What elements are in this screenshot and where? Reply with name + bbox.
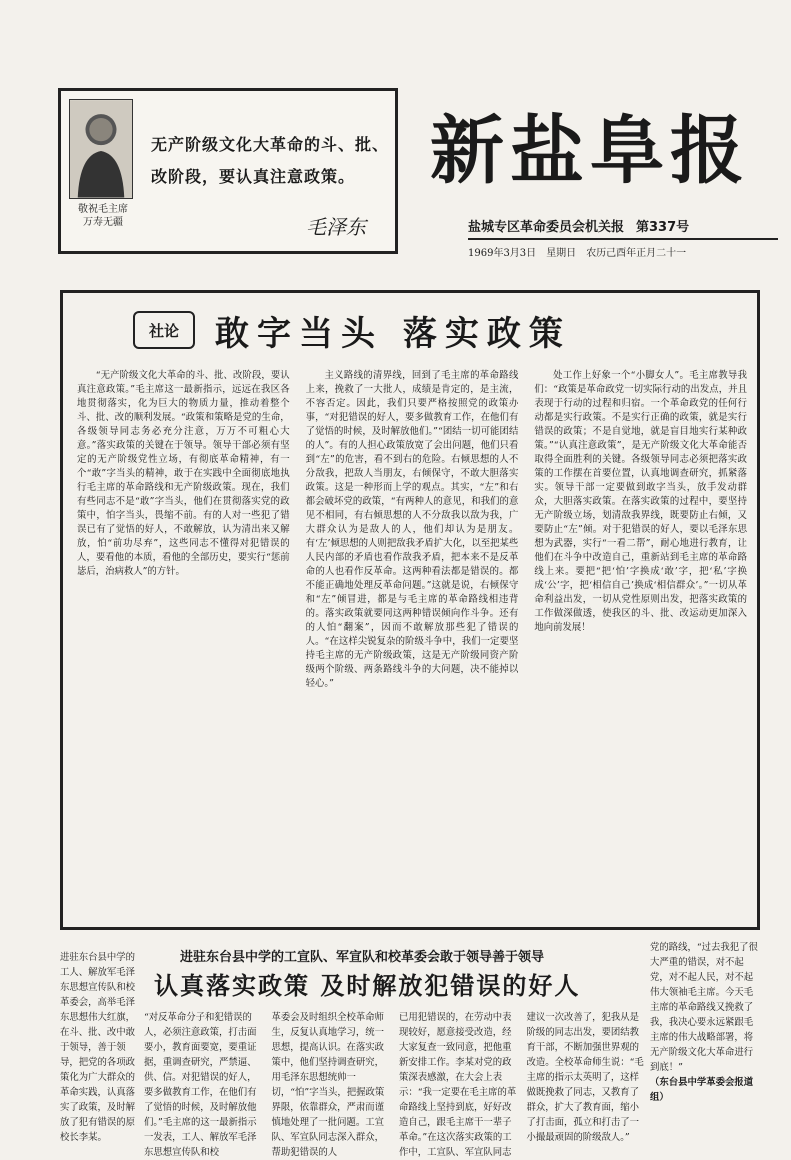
article-kicker: 进驻东台县中学的工宣队、军宣队和校革委会敢于领导善于领导	[180, 950, 545, 965]
editorial-title: 敢字当头 落实政策	[215, 313, 571, 354]
portrait-caption-line1: 敬祝毛主席	[78, 204, 128, 215]
article-column-2: 革委会及时组织全校革命师生，反复认真地学习，统一思想，提高认识。在落实政策中，他们坚持调查研究，用毛泽东思想统帅一切，“怕”字当头，把握政策界限，依靠群众，严肃而谨慎地处理了一批问题。工宣队、军宣队同志深入群众，帮助犯错误的人	[271, 1012, 385, 1158]
editorial	[60, 290, 760, 930]
editorial-column-3: 处工作上好象一个“小脚女人”。毛主席教导我们：“政策是革命政党一切实际行动的出发点，并且表现于行动的过程和归宿。一个革命政党的任何行动都是实行政策。不是实行正确的政策，就是实行错误的政策；不是自觉地，就是盲目地实行某种政策。”“认真注意政策”，是无产阶级文化大革命能否取得全面胜利的关键。各级领导同志必须把落实政策的工作摆在首要位置，认真地调查研究，抓紧落实。领导干部一定要做到敢字当头，放手发动群众，大胆落实政策。在落实政策的过程中，要坚持无产阶级立场，划清敌我界线，既要防止右倾，又要防止“左”倾。对于犯错误的好人，要以毛泽东思想为武器，实行“一看二帮”，耐心地进行教育，让他们在斗争中改造自己，重新站到毛主席的革命路线上来。要把“把‘怕’字换成‘敢’字，把‘私’字换成‘公’字，把‘相信自己’换成‘相信群众’。”一切从革命利益出发，一切从党性原则出发，把落实政策的工作做深做透，使我区的斗、批、改运动更加深入地向前发展！	[534, 370, 747, 633]
editorial-column-2: 主义路线的清界线，回到了毛主席的革命路线上来，挽救了一大批人，成绩是肯定的，是主流，不容否定。因此，我们只要严格按照党的政策办事，“对犯错误的好人，要多做教育工作，在他们有了觉悟的时候，及时解放他们。”“团结一切可能团结的人”。有的人担心政策放宽了会出问题，他们只看到“左”的危害，看不到右的危险。右倾思想的人不分敌我，把敌人当朋友，右倾保守，不敢大胆落实政策。这是一种形而上学的观点。其实，“左”和右都会破坏党的政策，“有两种人的意见，和我们的意见不相同，有右倾思想的人不分敌我以敌为我，广大群众认为是敌人的人，他们却认为是朋友。有‘左’倾思想的人则把敌我矛盾扩大化，以至把某些人民内部的矛盾也看作敌我矛盾，把本来不是反革命的人也看作反革命。这两种看法都是错误的。都不能正确地处理反革命问题。”这就是说，右倾保守和“左”倾冒进，都是与毛主席的革命路线相违背的。落实政策就要同这两种错误倾向作斗争。还有的人怕“翻案”，因而不敢解放那些犯了错误的人。“在这样尖锐复杂的阶级斗争中，我们一定要坚持毛主席的无产阶级政策，这是无产阶级同资产阶级两个阶级、两条路线斗争的大问题，决不能掉以轻心。”	[305, 370, 519, 689]
editorial-column-1: “无产阶级文化大革命的斗、批、改阶段，要认真注意政策。”毛主席这一最新指示，远远在我区各地贯彻落实，化为巨大的物质力量，推动着整个斗、批、改的顺利发展。“政策和策略是党的生命，各级领导同志务必充分注意，万万不可粗心大意。”落实政策的关键在于领导。领导干部必须有坚定的无产阶级党性立场，有彻底革命精神，有一个“敢”字当头的精神，敢于在实践中全面彻底地执行毛主席的革命路线和无产阶级政策。现在，我们有些同志不是“敢”字当头，他们在贯彻落实党的政策中，怕字当头，畏缩不前。有的人对一些犯了错误已有了觉悟的好人，不敢解放，认为清出来又解放，怕“前功尽弃”，这些同志不懂得对犯错误的人，要看他的本质，看他的全部历史，要实行“惩前毖后，治病救人”的方针。	[77, 370, 290, 577]
editorial-tag: 社论	[133, 311, 195, 349]
article-lead-column: 进驻东台县中学的工人、解放军毛泽东思想宣传队和校革委会，高举毛泽东思想伟大红旗，在斗、批、改中敢于领导，善于领导，把党的各项政策化为广大群众的革命实践，认真落实了政策，及时解放了犯有错误的原校长李某。	[60, 952, 136, 1143]
editorial-body	[77, 369, 747, 924]
publisher: 盐城专区革命委员会机关报	[468, 220, 625, 235]
publication-line	[468, 216, 689, 235]
lunar-date: 农历己酉年正月二十一	[586, 248, 687, 259]
newspaper-title: 新盐阜报	[430, 108, 750, 194]
article-column-4: 建议一次改善了，犯我从是阶级的同志出发，要团结教育干部，不断加强世界观的改造。全校革命师生说：“毛主席的指示太英明了，这样做既挽救了同志，又教育了群众，扩大了教育面，缩小了打击面，孤立和打击了一小撮最顽固的阶级敌人。”	[526, 1012, 644, 1143]
portrait-icon	[70, 100, 132, 198]
signature: 毛泽东	[306, 215, 366, 239]
article-column-1: “对反革命分子和犯错误的人，必须注意政策，打击面要小，教育面要宽，要重证据，重调查研究，严禁逼、供、信。对犯错误的好人，要多做教育工作，在他们有了觉悟的时候，及时解放他们。”毛主席的这一最新指示一发表，工人、解放军毛泽东思想宣传队和校	[144, 1012, 257, 1158]
article-column-3: 已用犯错误的，在劳动中表现较好，愿意接受改造，经大家复查一致同意，把他重新安排工作。李某对党的政策深表感激，在大会上表示：“我一定要在毛主席的革命路线上坚持到底，好好改造自己，跟毛主席干一辈子革命。”在这次落实政策的工作中，工宣队、军宣队同志	[399, 1012, 517, 1158]
date-line	[468, 238, 778, 259]
article-end-column	[650, 940, 762, 1135]
portrait-image	[69, 99, 133, 199]
portrait-caption	[65, 203, 141, 229]
masthead	[58, 88, 758, 273]
article-source: （东台县中学革委会报道组）	[650, 1077, 754, 1103]
weekday: 星期日	[546, 248, 577, 259]
article-headline: 认真落实政策 及时解放犯错误的好人	[154, 972, 581, 1000]
news-article	[60, 940, 760, 1158]
date: 1969年3月3日	[468, 248, 537, 259]
portrait-caption-line2: 万寿无疆	[83, 217, 123, 228]
editorial-header	[133, 301, 693, 359]
chairman-quote: 无产阶级文化大革命的斗、批、改阶段，要认真注意政策。	[151, 135, 390, 186]
article-body	[144, 1010, 644, 1158]
article-end-text: 党的路线，“过去我犯了很大严重的错误，对不起党，对不起人民，对不起伟大领袖毛主席。今天毛主席的革命路线又挽救了我，我决心要永远紧跟毛主席的伟大战略部署，将无产阶级文化大革命进行到底！”	[650, 942, 758, 1073]
quotation-box	[58, 88, 398, 254]
issue-number: 第337号	[636, 220, 690, 235]
